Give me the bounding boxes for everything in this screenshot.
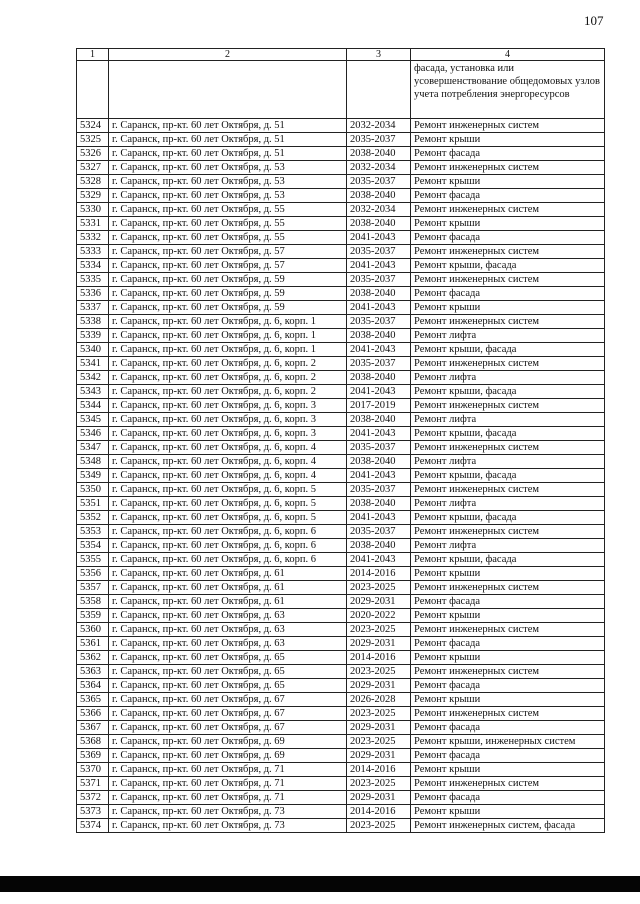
table-row [77,357,605,371]
period-cell: 2041-2043 [347,553,411,567]
table-row [77,693,605,707]
work-type-cell: Ремонт инженерных систем [411,707,605,721]
row-number-cell: 5344 [77,399,109,413]
work-type-cell: Ремонт крыши, фасада [411,511,605,525]
table-row [77,497,605,511]
work-type-cell: Ремонт инженерных систем [411,161,605,175]
period-cell: 2023-2025 [347,819,411,833]
row-number-cell: 5366 [77,707,109,721]
period-cell: 2038-2040 [347,455,411,469]
work-type-cell: Ремонт лифта [411,455,605,469]
period-cell: 2035-2037 [347,133,411,147]
period-cell: 2023-2025 [347,623,411,637]
column-number-header-row [77,49,605,61]
period-cell: 2041-2043 [347,259,411,273]
period-cell: 2035-2037 [347,315,411,329]
period-cell: 2020-2022 [347,609,411,623]
period-cell: 2029-2031 [347,791,411,805]
work-type-cell: Ремонт крыши [411,133,605,147]
address-cell: г. Саранск, пр-кт. 60 лет Октября, д. 71 [109,763,347,777]
address-cell: г. Саранск, пр-кт. 60 лет Октября, д. 65 [109,651,347,665]
row-number-cell: 5358 [77,595,109,609]
table-row [77,469,605,483]
row-number-cell: 5361 [77,637,109,651]
period-cell: 2035-2037 [347,357,411,371]
address-cell: г. Саранск, пр-кт. 60 лет Октября, д. 6, корп. 4 [109,469,347,483]
period-cell: 2041-2043 [347,343,411,357]
row-number-cell: 5338 [77,315,109,329]
row-number-cell: 5324 [77,119,109,133]
work-type-cell: Ремонт фасада [411,147,605,161]
table-row [77,217,605,231]
address-cell: г. Саранск, пр-кт. 60 лет Октября, д. 63 [109,609,347,623]
table-row [77,609,605,623]
row-number-cell: 5354 [77,539,109,553]
work-type-cell: Ремонт крыши, фасада [411,427,605,441]
period-cell: 2029-2031 [347,749,411,763]
table-row [77,567,605,581]
address-cell: г. Саранск, пр-кт. 60 лет Октября, д. 6, корп. 1 [109,343,347,357]
table-row [77,511,605,525]
table-row [77,791,605,805]
work-type-cell: Ремонт крыши [411,609,605,623]
address-cell: г. Саранск, пр-кт. 60 лет Октября, д. 6, корп. 4 [109,455,347,469]
table-row [77,483,605,497]
period-cell: 2017-2019 [347,399,411,413]
row-number-cell: 5331 [77,217,109,231]
table-row [77,665,605,679]
period-cell: 2023-2025 [347,735,411,749]
address-cell: г. Саранск, пр-кт. 60 лет Октября, д. 51 [109,147,347,161]
address-cell: г. Саранск, пр-кт. 60 лет Октября, д. 73 [109,819,347,833]
period-cell: 2038-2040 [347,371,411,385]
row-number-cell: 5373 [77,805,109,819]
address-cell: г. Саранск, пр-кт. 60 лет Октября, д. 53 [109,161,347,175]
row-number-cell: 5357 [77,581,109,595]
table-row [77,245,605,259]
table-row [77,553,605,567]
table-row [77,763,605,777]
address-cell: г. Саранск, пр-кт. 60 лет Октября, д. 59 [109,273,347,287]
period-cell: 2023-2025 [347,581,411,595]
work-type-cell: Ремонт инженерных систем [411,315,605,329]
address-cell: г. Саранск, пр-кт. 60 лет Октября, д. 67 [109,693,347,707]
row-number-cell: 5336 [77,287,109,301]
row-number-cell: 5365 [77,693,109,707]
repair-schedule-table [76,48,605,833]
table-row [77,805,605,819]
period-cell: 2035-2037 [347,525,411,539]
address-cell: г. Саранск, пр-кт. 60 лет Октября, д. 6, корп. 5 [109,511,347,525]
address-cell: г. Саранск, пр-кт. 60 лет Октября, д. 65 [109,665,347,679]
period-cell: 2041-2043 [347,301,411,315]
row-number-cell: 5364 [77,679,109,693]
address-cell: г. Саранск, пр-кт. 60 лет Октября, д. 59 [109,287,347,301]
row-number-cell: 5327 [77,161,109,175]
work-type-cell: Ремонт инженерных систем [411,581,605,595]
address-cell: г. Саранск, пр-кт. 60 лет Октября, д. 6, корп. 2 [109,385,347,399]
period-cell: 2041-2043 [347,427,411,441]
table-row [77,819,605,833]
period-cell: 2038-2040 [347,217,411,231]
address-cell: г. Саранск, пр-кт. 60 лет Октября, д. 67 [109,707,347,721]
period-cell: 2035-2037 [347,441,411,455]
row-number-cell: 5372 [77,791,109,805]
period-cell: 2029-2031 [347,721,411,735]
address-cell: г. Саранск, пр-кт. 60 лет Октября, д. 6, корп. 2 [109,357,347,371]
column-header-4: 4 [411,49,605,61]
period-cell: 2038-2040 [347,497,411,511]
address-cell: г. Саранск, пр-кт. 60 лет Октября, д. 55 [109,203,347,217]
work-type-cell: Ремонт крыши [411,567,605,581]
row-number-cell: 5335 [77,273,109,287]
row-number-cell: 5333 [77,245,109,259]
address-cell: г. Саранск, пр-кт. 60 лет Октября, д. 71 [109,777,347,791]
continuation-cell-3 [347,61,411,119]
period-cell: 2014-2016 [347,763,411,777]
address-cell: г. Саранск, пр-кт. 60 лет Октября, д. 55 [109,217,347,231]
work-type-cell: Ремонт фасада [411,231,605,245]
work-type-cell: Ремонт лифта [411,497,605,511]
period-cell: 2035-2037 [347,175,411,189]
table-row [77,651,605,665]
work-type-cell: Ремонт инженерных систем [411,203,605,217]
table-row [77,581,605,595]
row-number-cell: 5328 [77,175,109,189]
row-number-cell: 5340 [77,343,109,357]
address-cell: г. Саранск, пр-кт. 60 лет Октября, д. 6, корп. 4 [109,441,347,455]
table-row [77,231,605,245]
address-cell: г. Саранск, пр-кт. 60 лет Октября, д. 57 [109,245,347,259]
row-number-cell: 5325 [77,133,109,147]
period-cell: 2035-2037 [347,483,411,497]
work-type-cell: Ремонт крыши [411,651,605,665]
table-row [77,133,605,147]
period-cell: 2038-2040 [347,189,411,203]
period-cell: 2032-2034 [347,203,411,217]
address-cell: г. Саранск, пр-кт. 60 лет Октября, д. 6, корп. 6 [109,553,347,567]
continuation-cell-2 [109,61,347,119]
table-row [77,175,605,189]
work-type-cell: Ремонт инженерных систем [411,777,605,791]
period-cell: 2035-2037 [347,245,411,259]
work-type-cell: Ремонт крыши [411,805,605,819]
period-cell: 2038-2040 [347,539,411,553]
row-number-cell: 5353 [77,525,109,539]
table-row [77,707,605,721]
period-cell: 2023-2025 [347,707,411,721]
work-type-cell: Ремонт крыши [411,175,605,189]
work-type-cell: Ремонт лифта [411,329,605,343]
table-row [77,119,605,133]
period-cell: 2029-2031 [347,679,411,693]
work-type-cell: Ремонт инженерных систем [411,441,605,455]
address-cell: г. Саранск, пр-кт. 60 лет Октября, д. 73 [109,805,347,819]
period-cell: 2014-2016 [347,805,411,819]
table-row [77,147,605,161]
address-cell: г. Саранск, пр-кт. 60 лет Октября, д. 6, корп. 1 [109,315,347,329]
period-cell: 2023-2025 [347,665,411,679]
work-type-cell: Ремонт инженерных систем [411,665,605,679]
work-type-cell: Ремонт фасада [411,721,605,735]
work-type-cell: Ремонт лифта [411,539,605,553]
table-row [77,679,605,693]
work-type-cell: Ремонт инженерных систем [411,525,605,539]
table-row [77,161,605,175]
work-type-cell: Ремонт крыши, фасада [411,259,605,273]
address-cell: г. Саранск, пр-кт. 60 лет Октября, д. 6, корп. 3 [109,413,347,427]
table-row [77,273,605,287]
address-cell: г. Саранск, пр-кт. 60 лет Октября, д. 69 [109,735,347,749]
work-type-cell: Ремонт инженерных систем [411,273,605,287]
row-number-cell: 5356 [77,567,109,581]
address-cell: г. Саранск, пр-кт. 60 лет Октября, д. 6, корп. 3 [109,427,347,441]
row-number-cell: 5371 [77,777,109,791]
table-row [77,287,605,301]
table-row [77,399,605,413]
address-cell: г. Саранск, пр-кт. 60 лет Октября, д. 6, корп. 6 [109,525,347,539]
row-number-cell: 5350 [77,483,109,497]
scan-edge-bar [0,876,640,892]
row-number-cell: 5352 [77,511,109,525]
address-cell: г. Саранск, пр-кт. 60 лет Октября, д. 67 [109,721,347,735]
address-cell: г. Саранск, пр-кт. 60 лет Октября, д. 69 [109,749,347,763]
table-row [77,441,605,455]
work-type-cell: Ремонт лифта [411,371,605,385]
address-cell: г. Саранск, пр-кт. 60 лет Октября, д. 65 [109,679,347,693]
work-type-cell: Ремонт крыши, фасада [411,385,605,399]
address-cell: г. Саранск, пр-кт. 60 лет Октября, д. 61 [109,567,347,581]
row-number-cell: 5355 [77,553,109,567]
table-row [77,455,605,469]
row-number-cell: 5368 [77,735,109,749]
table-row [77,539,605,553]
period-cell: 2014-2016 [347,567,411,581]
period-cell: 2026-2028 [347,693,411,707]
address-cell: г. Саранск, пр-кт. 60 лет Октября, д. 61 [109,595,347,609]
address-cell: г. Саранск, пр-кт. 60 лет Октября, д. 61 [109,581,347,595]
address-cell: г. Саранск, пр-кт. 60 лет Октября, д. 6, корп. 5 [109,497,347,511]
table-row [77,189,605,203]
row-number-cell: 5334 [77,259,109,273]
table-row [77,315,605,329]
address-cell: г. Саранск, пр-кт. 60 лет Октября, д. 6, корп. 1 [109,329,347,343]
work-type-cell: Ремонт инженерных систем, фасада [411,819,605,833]
row-number-cell: 5343 [77,385,109,399]
address-cell: г. Саранск, пр-кт. 60 лет Октября, д. 6, корп. 5 [109,483,347,497]
period-cell: 2038-2040 [347,329,411,343]
row-number-cell: 5347 [77,441,109,455]
work-type-cell: Ремонт фасада [411,637,605,651]
column-header-2: 2 [109,49,347,61]
row-number-cell: 5339 [77,329,109,343]
table-row [77,749,605,763]
work-type-cell: Ремонт крыши [411,217,605,231]
address-cell: г. Саранск, пр-кт. 60 лет Октября, д. 6, корп. 3 [109,399,347,413]
work-type-cell: Ремонт инженерных систем [411,623,605,637]
work-type-cell: Ремонт крыши [411,301,605,315]
address-cell: г. Саранск, пр-кт. 60 лет Октября, д. 63 [109,623,347,637]
table-row [77,329,605,343]
address-cell: г. Саранск, пр-кт. 60 лет Октября, д. 51 [109,133,347,147]
row-number-cell: 5374 [77,819,109,833]
table-row [77,637,605,651]
period-cell: 2041-2043 [347,385,411,399]
continuation-cell-1 [77,61,109,119]
address-cell: г. Саранск, пр-кт. 60 лет Октября, д. 59 [109,301,347,315]
address-cell: г. Саранск, пр-кт. 60 лет Октября, д. 53 [109,175,347,189]
continuation-work-description: фасада, установка или усовершенствование общедомовых узлов учета потребления энергоресурсов [411,61,605,119]
column-header-1: 1 [77,49,109,61]
table-row [77,413,605,427]
row-number-cell: 5326 [77,147,109,161]
row-number-cell: 5362 [77,651,109,665]
work-type-cell: Ремонт фасада [411,189,605,203]
table-row [77,427,605,441]
table-row [77,343,605,357]
period-cell: 2035-2037 [347,273,411,287]
row-number-cell: 5346 [77,427,109,441]
row-number-cell: 5342 [77,371,109,385]
row-number-cell: 5351 [77,497,109,511]
work-type-cell: Ремонт фасада [411,791,605,805]
row-number-cell: 5330 [77,203,109,217]
work-type-cell: Ремонт фасада [411,287,605,301]
row-number-cell: 5348 [77,455,109,469]
work-type-cell: Ремонт крыши, инженерных систем [411,735,605,749]
work-type-cell: Ремонт лифта [411,413,605,427]
table-row [77,371,605,385]
address-cell: г. Саранск, пр-кт. 60 лет Октября, д. 51 [109,119,347,133]
work-type-cell: Ремонт фасада [411,679,605,693]
address-cell: г. Саранск, пр-кт. 60 лет Октября, д. 63 [109,637,347,651]
row-number-cell: 5349 [77,469,109,483]
table-row [77,203,605,217]
period-cell: 2029-2031 [347,637,411,651]
period-cell: 2032-2034 [347,119,411,133]
row-number-cell: 5369 [77,749,109,763]
row-number-cell: 5370 [77,763,109,777]
period-cell: 2014-2016 [347,651,411,665]
row-number-cell: 5359 [77,609,109,623]
work-type-cell: Ремонт фасада [411,749,605,763]
address-cell: г. Саранск, пр-кт. 60 лет Октября, д. 71 [109,791,347,805]
table-row [77,721,605,735]
period-cell: 2038-2040 [347,147,411,161]
period-cell: 2038-2040 [347,287,411,301]
work-type-cell: Ремонт крыши, фасада [411,469,605,483]
period-cell: 2032-2034 [347,161,411,175]
work-type-cell: Ремонт крыши, фасада [411,343,605,357]
work-type-cell: Ремонт фасада [411,595,605,609]
work-type-cell: Ремонт крыши [411,763,605,777]
row-number-cell: 5363 [77,665,109,679]
row-number-cell: 5337 [77,301,109,315]
table-row [77,525,605,539]
address-cell: г. Саранск, пр-кт. 60 лет Октября, д. 57 [109,259,347,273]
table-row [77,595,605,609]
period-cell: 2023-2025 [347,777,411,791]
work-type-cell: Ремонт инженерных систем [411,483,605,497]
row-number-cell: 5360 [77,623,109,637]
table-row [77,735,605,749]
work-type-cell: Ремонт инженерных систем [411,245,605,259]
row-number-cell: 5341 [77,357,109,371]
table-row [77,301,605,315]
work-type-cell: Ремонт инженерных систем [411,399,605,413]
column-header-3: 3 [347,49,411,61]
address-cell: г. Саранск, пр-кт. 60 лет Октября, д. 6, корп. 6 [109,539,347,553]
period-cell: 2029-2031 [347,595,411,609]
period-cell: 2041-2043 [347,511,411,525]
row-number-cell: 5332 [77,231,109,245]
continuation-row [77,61,605,119]
work-type-cell: Ремонт крыши [411,693,605,707]
address-cell: г. Саранск, пр-кт. 60 лет Октября, д. 6, корп. 2 [109,371,347,385]
table-row [77,385,605,399]
period-cell: 2038-2040 [347,413,411,427]
work-type-cell: Ремонт крыши, фасада [411,553,605,567]
row-number-cell: 5345 [77,413,109,427]
address-cell: г. Саранск, пр-кт. 60 лет Октября, д. 53 [109,189,347,203]
table-row [77,623,605,637]
table-row [77,259,605,273]
work-type-cell: Ремонт инженерных систем [411,119,605,133]
row-number-cell: 5329 [77,189,109,203]
work-type-cell: Ремонт инженерных систем [411,357,605,371]
address-cell: г. Саранск, пр-кт. 60 лет Октября, д. 55 [109,231,347,245]
period-cell: 2041-2043 [347,469,411,483]
table-row [77,777,605,791]
page-number: 107 [584,13,604,28]
row-number-cell: 5367 [77,721,109,735]
period-cell: 2041-2043 [347,231,411,245]
